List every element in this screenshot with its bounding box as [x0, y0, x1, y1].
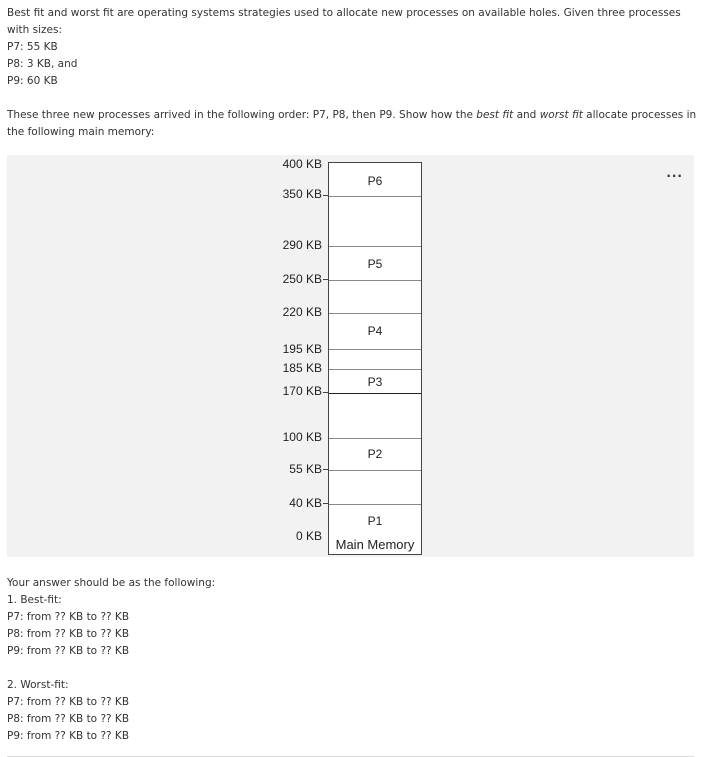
addr-220: 220 KB — [282, 305, 322, 319]
addr-100: 100 KB — [282, 430, 322, 444]
main-memory-label: Main Memory — [328, 535, 422, 555]
process-p3: P3 — [367, 375, 383, 389]
process-p2: P2 — [367, 447, 383, 461]
memory-figure — [7, 155, 694, 557]
addr-350: 350 KB — [282, 187, 322, 201]
process-p7-size: P7: 55 KB — [7, 41, 58, 53]
process-p5: P5 — [367, 257, 383, 271]
and-word: and — [513, 109, 540, 121]
process-p9-size: P9: 60 KB — [7, 75, 58, 87]
boundary-195 — [329, 349, 421, 350]
more-options-icon[interactable]: ... — [666, 166, 683, 180]
worst-fit-line: P9: from ?? KB to ?? KB — [7, 730, 130, 742]
best-fit-line: P9: from ?? KB to ?? KB — [7, 645, 130, 657]
process-p1: P1 — [367, 514, 383, 528]
best-fit-line: P7: from ?? KB to ?? KB — [7, 611, 130, 623]
addr-195: 195 KB — [282, 342, 322, 356]
addr-40: 40 KB — [289, 496, 322, 510]
order-prefix: These three new processes arrived in the following order: P7, P8, then P9. Show how the — [7, 109, 477, 121]
answer-heading: Your answer should be as the following: — [7, 577, 216, 589]
process-p8-size: P8: 3 KB, and — [7, 58, 78, 70]
worst-fit-line: P7: from ?? KB to ?? KB — [7, 696, 130, 708]
worst-fit-term: worst fit — [539, 109, 583, 121]
process-p6: P6 — [367, 174, 383, 188]
best-fit-line: P8: from ?? KB to ?? KB — [7, 628, 130, 640]
addr-290: 290 KB — [282, 238, 322, 252]
boundary-55 — [329, 470, 421, 471]
best-fit-title: 1. Best-fit: — [7, 594, 62, 606]
worst-fit-line: P8: from ?? KB to ?? KB — [7, 713, 130, 725]
addr-250: 250 KB — [282, 272, 322, 286]
question-intro: Best fit and worst fit are operating systems strategies used to allocate new processes on available holes. Given three processes with sizes: — [7, 7, 681, 36]
boundary-185 — [329, 369, 421, 370]
boundary-100 — [329, 438, 421, 439]
addr-185: 185 KB — [282, 361, 322, 375]
process-p4: P4 — [367, 324, 383, 338]
boundary-40 — [329, 504, 421, 505]
boundary-220 — [329, 313, 421, 314]
addr-400: 400 KB — [282, 157, 322, 171]
boundary-350 — [329, 196, 421, 197]
addr-0: 0 KB — [295, 529, 322, 543]
boundary-250 — [329, 280, 421, 281]
boundary-170 — [329, 393, 421, 394]
addr-170: 170 KB — [282, 384, 322, 398]
question-order — [7, 107, 697, 141]
best-fit-term: best fit — [476, 109, 514, 121]
main-memory-box — [328, 162, 422, 537]
order-suffix: allocate processes in the following main memory: — [7, 109, 697, 138]
boundary-290 — [329, 246, 421, 247]
worst-fit-title: 2. Worst-fit: — [7, 679, 69, 691]
addr-55: 55 KB — [289, 462, 322, 476]
